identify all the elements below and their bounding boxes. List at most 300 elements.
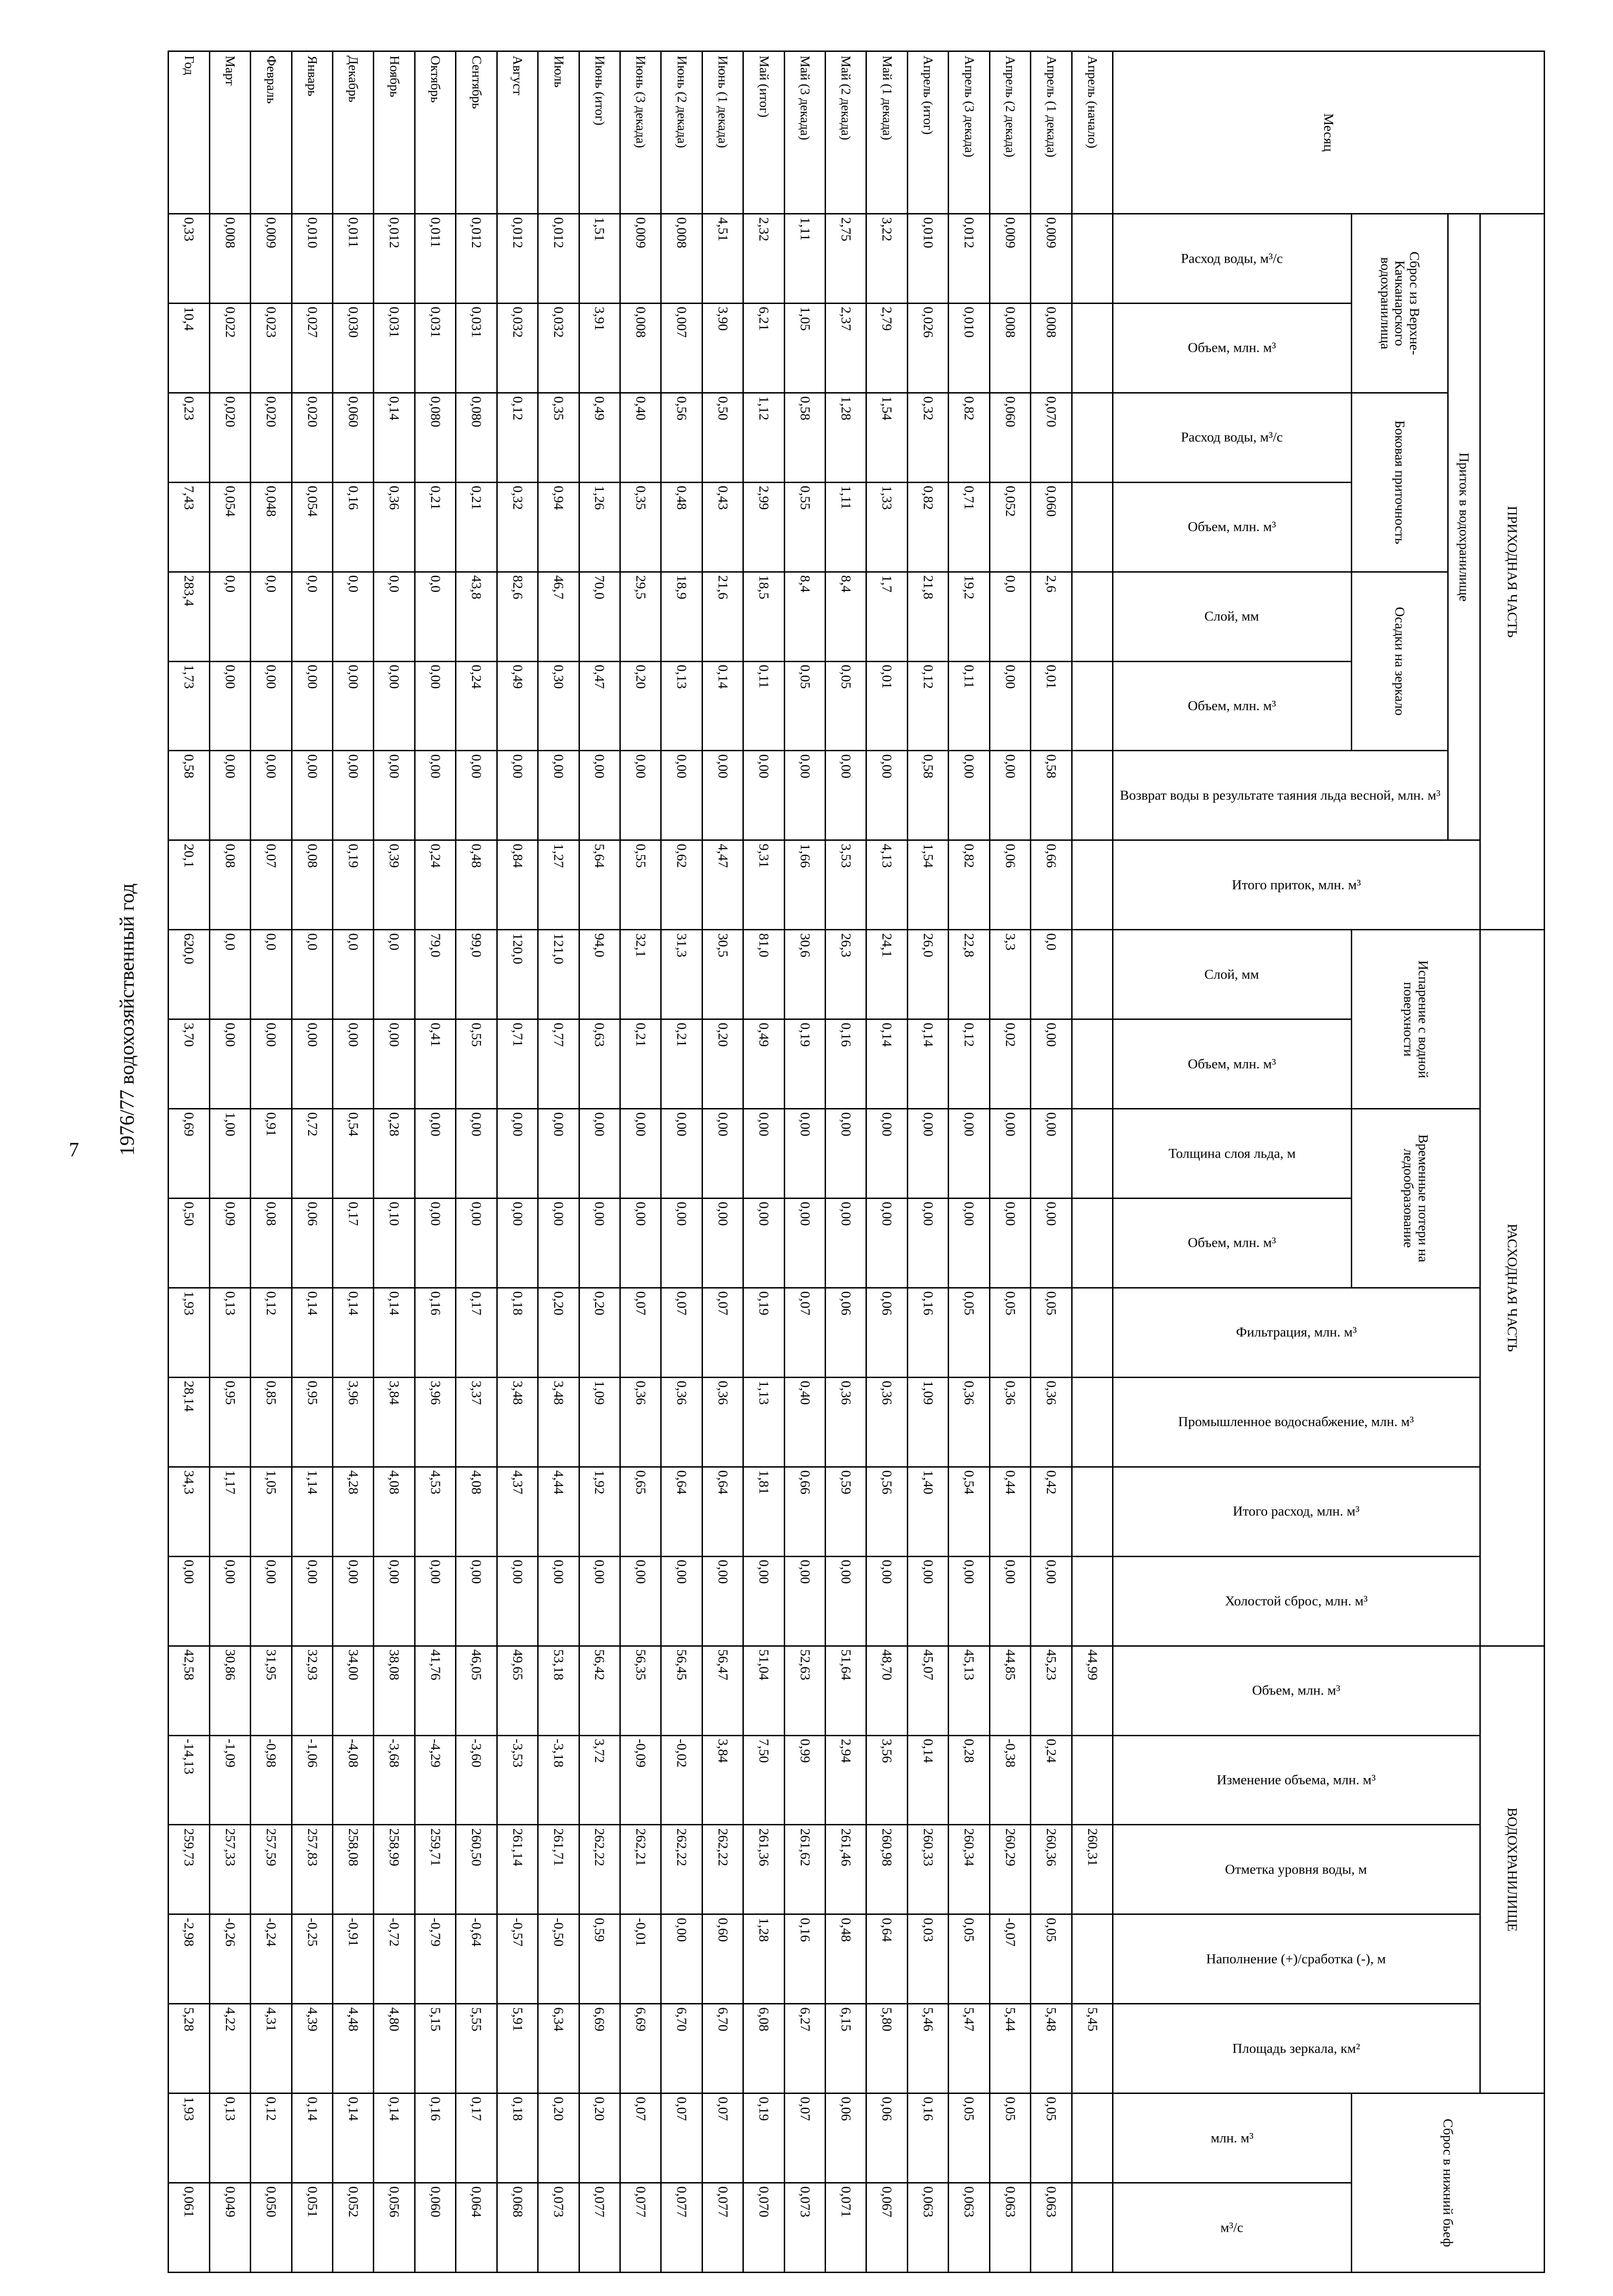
table-cell: 8,4: [826, 572, 866, 661]
table-cell: 0,008: [989, 303, 1030, 393]
table-cell: 0,03: [907, 1914, 948, 2004]
table-cell: 0,009: [251, 214, 292, 304]
table-cell: 0,06: [989, 840, 1030, 930]
table-cell: 0,05: [1031, 1914, 1072, 2004]
table-cell: 0,05: [1031, 1288, 1072, 1377]
table-row: [743, 51, 784, 2273]
table-cell: 0,032: [538, 303, 579, 393]
table-cell: 0,00: [292, 1556, 332, 1646]
table-cell: 0,07: [702, 1288, 743, 1377]
table-cell: -0,07: [989, 1914, 1030, 2004]
table-cell: 0,063: [989, 2183, 1030, 2273]
table-cell: 0,009: [989, 214, 1030, 304]
table-cell: 0,12: [907, 661, 948, 751]
table-cell: 0,60: [702, 1914, 743, 2004]
table-cell: 0,16: [415, 2093, 455, 2183]
table-cell: 0,14: [374, 2093, 415, 2183]
table-cell: 0,02: [989, 1019, 1030, 1109]
col-evap-volume: Объем, млн. м³: [1113, 1019, 1352, 1109]
table-cell: 0,36: [702, 1377, 743, 1467]
table-cell: 5,55: [456, 2004, 497, 2093]
table-cell: 0,00: [1031, 1109, 1072, 1199]
table-row: [989, 51, 1030, 2273]
table-row: [907, 51, 948, 2273]
table-cell: 3,56: [866, 1735, 907, 1825]
table-cell: 0,63: [579, 1019, 620, 1109]
table-cell: 0,66: [784, 1467, 825, 1556]
table-cell: 0,00: [826, 751, 866, 840]
table-cell: 283,4: [169, 572, 210, 661]
table-cell: 53,18: [538, 1646, 579, 1735]
table-cell: 18,9: [661, 572, 702, 661]
table-cell: 30,5: [702, 930, 743, 1019]
table-cell: 0,00: [497, 1198, 538, 1288]
table-cell: 261,62: [784, 1825, 825, 1914]
table-row: [866, 51, 907, 2273]
month-cell: Апрель (итог): [907, 51, 948, 214]
table-cell: 0,18: [497, 2093, 538, 2183]
table-cell: 0,051: [292, 2183, 332, 2273]
table-cell: -0,91: [332, 1914, 373, 2004]
table-cell: 5,48: [1031, 2004, 1072, 2093]
table-cell: 6,08: [743, 2004, 784, 2093]
table-cell: 0,91: [251, 1109, 292, 1199]
table-cell: 0,00: [456, 1198, 497, 1288]
table-cell: 0,19: [332, 840, 373, 930]
table-cell: 0,00: [332, 661, 373, 751]
table-cell: 0,20: [579, 1288, 620, 1377]
table-cell: 0,00: [620, 751, 661, 840]
table-cell: 0,020: [292, 393, 332, 482]
table-cell: 0,40: [620, 393, 661, 482]
table-row: [620, 51, 661, 2273]
table-cell: 0,009: [1031, 214, 1072, 304]
table-cell: 0,0: [332, 572, 373, 661]
table-cell: 0,05: [826, 661, 866, 751]
table-cell: 51,04: [743, 1646, 784, 1735]
table-cell: 0,0: [374, 572, 415, 661]
table-cell: 5,46: [907, 2004, 948, 2093]
table-cell: 0,07: [784, 2093, 825, 2183]
table-cell: 26,3: [826, 930, 866, 1019]
table-cell: 4,44: [538, 1467, 579, 1556]
table-cell: 0,10: [374, 1198, 415, 1288]
table-cell: 6,27: [784, 2004, 825, 2093]
table-cell: 0,012: [497, 214, 538, 304]
table-cell: 262,22: [702, 1825, 743, 1914]
table-cell: 0,14: [292, 1288, 332, 1377]
table-cell: 259,71: [415, 1825, 455, 1914]
table-cell: 0,05: [989, 2093, 1030, 2183]
table-cell: 0,00: [743, 1198, 784, 1288]
table-row: [661, 51, 702, 2273]
table-cell: 0,00: [743, 751, 784, 840]
table-cell: 0,031: [374, 303, 415, 393]
table-cell: 2,79: [866, 303, 907, 393]
table-cell: [1072, 1109, 1113, 1199]
table-cell: 1,51: [579, 214, 620, 304]
table-cell: 9,31: [743, 840, 784, 930]
table-cell: 0,0: [292, 930, 332, 1019]
table-cell: 258,99: [374, 1825, 415, 1914]
table-cell: 0,008: [1031, 303, 1072, 393]
table-cell: 0,54: [332, 1109, 373, 1199]
table-cell: 120,0: [497, 930, 538, 1019]
table-cell: 0,00: [497, 1109, 538, 1199]
table-cell: 0,66: [1031, 840, 1072, 930]
col-downstream-rate: м³/с: [1113, 2183, 1352, 2273]
table-cell: [1072, 1377, 1113, 1467]
table-cell: 0,24: [415, 840, 455, 930]
table-cell: 0,49: [579, 393, 620, 482]
table-cell: 0,00: [661, 1914, 702, 2004]
table-cell: 0,080: [415, 393, 455, 482]
table-cell: 0,050: [251, 2183, 292, 2273]
table-cell: 0,00: [374, 751, 415, 840]
table-cell: 0,00: [989, 661, 1030, 751]
table-cell: 0,00: [661, 1556, 702, 1646]
table-cell: 0,65: [620, 1467, 661, 1556]
table-cell: 0,64: [661, 1467, 702, 1556]
month-cell: Август: [497, 51, 538, 214]
table-cell: 0,073: [784, 2183, 825, 2273]
table-cell: 32,1: [620, 930, 661, 1019]
table-cell: 0,20: [538, 2093, 579, 2183]
table-cell: 0,00: [538, 1198, 579, 1288]
col-industrial-supply: Промышленное водоснабжение, млн. м³: [1113, 1377, 1480, 1467]
month-cell: Апрель (начало): [1072, 51, 1113, 214]
table-cell: 45,13: [949, 1646, 989, 1735]
table-cell: 0,82: [949, 840, 989, 930]
table-cell: 0,0: [989, 572, 1030, 661]
table-cell: 1,28: [826, 393, 866, 482]
table-cell: 0,00: [907, 1198, 948, 1288]
water-balance-table-wrapper: [168, 51, 1545, 2273]
table-cell: 41,76: [415, 1646, 455, 1735]
table-cell: 0,07: [661, 1288, 702, 1377]
table-cell: 3,72: [579, 1735, 620, 1825]
table-cell: 0,00: [866, 1556, 907, 1646]
table-cell: 0,24: [1031, 1735, 1072, 1825]
ice-losses-header: Временные потери на ледообразование: [1352, 1109, 1480, 1288]
table-cell: 1,27: [538, 840, 579, 930]
table-cell: 0,068: [497, 2183, 538, 2273]
table-cell: 0,50: [169, 1198, 210, 1288]
table-cell: 0,00: [415, 1556, 455, 1646]
table-cell: 26,0: [907, 930, 948, 1019]
table-cell: 0,07: [251, 840, 292, 930]
month-cell: Октябрь: [415, 51, 455, 214]
table-cell: 0,070: [743, 2183, 784, 2273]
table-cell: 56,45: [661, 1646, 702, 1735]
table-cell: 0,030: [332, 303, 373, 393]
table-cell: 2,32: [743, 214, 784, 304]
table-row: [497, 51, 538, 2273]
col-idle-release: Холостой сброс, млн. м³: [1113, 1556, 1480, 1646]
table-cell: 0,55: [620, 840, 661, 930]
table-cell: 0,95: [292, 1377, 332, 1467]
table-cell: 4,08: [456, 1467, 497, 1556]
upper-release-header: Сброс из Верхне-Качканарского водохранилища: [1352, 214, 1448, 393]
table-cell: 20,1: [169, 840, 210, 930]
table-cell: 0,12: [949, 1019, 989, 1109]
table-cell: 0,00: [251, 751, 292, 840]
table-cell: 21,8: [907, 572, 948, 661]
table-cell: 70,0: [579, 572, 620, 661]
table-cell: 0,16: [332, 482, 373, 572]
table-cell: 0,36: [989, 1377, 1030, 1467]
table-cell: 0,14: [907, 1019, 948, 1109]
table-cell: 1,28: [743, 1914, 784, 2004]
table-cell: 0,00: [661, 1198, 702, 1288]
month-cell: Сентябрь: [456, 51, 497, 214]
month-cell: Декабрь: [332, 51, 373, 214]
table-cell: 0,00: [784, 1556, 825, 1646]
table-cell: 0,14: [332, 1288, 373, 1377]
table-cell: 0,022: [209, 303, 250, 393]
table-cell: 0,05: [1031, 2093, 1072, 2183]
table-cell: 4,13: [866, 840, 907, 930]
table-cell: 7,43: [169, 482, 210, 572]
table-cell: 56,42: [579, 1646, 620, 1735]
table-cell: 0,056: [374, 2183, 415, 2273]
table-cell: 0,21: [415, 482, 455, 572]
table-cell: 0,077: [620, 2183, 661, 2273]
table-cell: 0,080: [456, 393, 497, 482]
table-cell: 0,05: [989, 1288, 1030, 1377]
table-cell: -0,24: [251, 1914, 292, 2004]
table-cell: 0,00: [209, 661, 250, 751]
table-cell: 0,16: [907, 1288, 948, 1377]
table-cell: 31,3: [661, 930, 702, 1019]
month-cell: Март: [209, 51, 250, 214]
table-cell: 6,34: [538, 2004, 579, 2093]
table-cell: 0,43: [702, 482, 743, 572]
month-cell: Апрель (2 декада): [989, 51, 1030, 214]
table-body: [169, 51, 1113, 2273]
table-cell: 0,13: [209, 2093, 250, 2183]
table-cell: 0,08: [251, 1198, 292, 1288]
table-cell: 0,0: [374, 930, 415, 1019]
col-total-outflow: Итого расход, млн. м³: [1113, 1467, 1480, 1556]
table-cell: 260,33: [907, 1825, 948, 1914]
table-cell: -0,50: [538, 1914, 579, 2004]
table-cell: 0,07: [620, 2093, 661, 2183]
table-cell: 0,50: [702, 393, 743, 482]
table-cell: 0,00: [538, 1556, 579, 1646]
table-cell: 46,05: [456, 1646, 497, 1735]
table-cell: 10,4: [169, 303, 210, 393]
table-cell: 0,00: [784, 751, 825, 840]
col-upper-release-volume: Объем, млн. м³: [1113, 303, 1352, 393]
table-cell: 29,5: [620, 572, 661, 661]
table-cell: 0,72: [292, 1109, 332, 1199]
table-cell: 0,64: [702, 1467, 743, 1556]
table-cell: 1,05: [251, 1467, 292, 1556]
table-cell: 0,071: [826, 2183, 866, 2273]
table-cell: 0,06: [866, 2093, 907, 2183]
table-cell: 0,48: [826, 1914, 866, 2004]
table-cell: 0,0: [415, 572, 455, 661]
table-cell: 260,98: [866, 1825, 907, 1914]
table-cell: 3,53: [826, 840, 866, 930]
month-cell: Ноябрь: [374, 51, 415, 214]
month-cell: Июнь (2 декада): [661, 51, 702, 214]
table-cell: 0,84: [497, 840, 538, 930]
table-cell: [1072, 1735, 1113, 1825]
table-cell: 99,0: [456, 930, 497, 1019]
outflow-section-header: РАСХОДНАЯ ЧАСТЬ: [1480, 930, 1545, 1646]
table-cell: 1,13: [743, 1377, 784, 1467]
table-cell: 0,00: [784, 1109, 825, 1199]
table-cell: 0,01: [866, 661, 907, 751]
table-cell: 0,36: [826, 1377, 866, 1467]
col-total-inflow: Итого приток, млн. м³: [1113, 840, 1480, 930]
table-cell: -0,57: [497, 1914, 538, 2004]
table-cell: 1,17: [209, 1467, 250, 1556]
table-cell: 0,00: [415, 661, 455, 751]
table-cell: -2,98: [169, 1914, 210, 2004]
table-cell: 0,032: [497, 303, 538, 393]
table-cell: 0,00: [579, 1198, 620, 1288]
table-cell: 2,6: [1031, 572, 1072, 661]
table-cell: 0,00: [743, 1556, 784, 1646]
table-cell: -0,01: [620, 1914, 661, 2004]
table-cell: 0,00: [907, 1556, 948, 1646]
table-cell: 0,05: [949, 1914, 989, 2004]
table-cell: 260,34: [949, 1825, 989, 1914]
col-volume-change: Изменение объема, млн. м³: [1113, 1735, 1480, 1825]
table-cell: 0,05: [949, 1288, 989, 1377]
table-cell: 3,84: [374, 1377, 415, 1467]
table-cell: 0,12: [251, 1288, 292, 1377]
table-cell: 0,85: [251, 1377, 292, 1467]
table-cell: 0,00: [620, 1556, 661, 1646]
month-cell: Год: [169, 51, 210, 214]
table-cell: 0,36: [661, 1377, 702, 1467]
table-cell: 1,54: [907, 840, 948, 930]
table-cell: 4,39: [292, 2004, 332, 2093]
table-cell: 257,83: [292, 1825, 332, 1914]
table-cell: 0,30: [538, 661, 579, 751]
table-cell: 0,48: [661, 482, 702, 572]
table-cell: [1072, 1914, 1113, 2004]
month-cell: Май (1 декада): [866, 51, 907, 214]
water-balance-table: [168, 51, 1545, 2273]
table-cell: -1,09: [209, 1735, 250, 1825]
col-surface-area: Площадь зеркала, км²: [1113, 2004, 1480, 2093]
table-cell: -4,29: [415, 1735, 455, 1825]
table-cell: 5,44: [989, 2004, 1030, 2093]
table-cell: 2,99: [743, 482, 784, 572]
table-cell: 0,11: [949, 661, 989, 751]
table-cell: 0,031: [415, 303, 455, 393]
table-cell: 4,22: [209, 2004, 250, 2093]
table-cell: 5,91: [497, 2004, 538, 2093]
table-cell: 259,73: [169, 1825, 210, 1914]
table-cell: 0,00: [620, 1109, 661, 1199]
table-cell: 1,11: [784, 214, 825, 304]
table-cell: 46,7: [538, 572, 579, 661]
table-cell: 4,80: [374, 2004, 415, 2093]
table-cell: 0,08: [209, 840, 250, 930]
table-cell: 257,33: [209, 1825, 250, 1914]
table-cell: 0,00: [579, 1556, 620, 1646]
table-cell: -4,08: [332, 1735, 373, 1825]
table-cell: 0,012: [949, 214, 989, 304]
table-cell: [1072, 840, 1113, 930]
table-row: [1072, 51, 1113, 2273]
table-cell: 45,07: [907, 1646, 948, 1735]
table-cell: 7,50: [743, 1735, 784, 1825]
table-cell: 0,054: [209, 482, 250, 572]
table-cell: 0,00: [620, 1198, 661, 1288]
table-cell: 3,90: [702, 303, 743, 393]
table-cell: 1,73: [169, 661, 210, 751]
table-cell: 0,060: [989, 393, 1030, 482]
table-cell: 1,81: [743, 1467, 784, 1556]
table-cell: 260,50: [456, 1825, 497, 1914]
table-cell: 0,82: [949, 393, 989, 482]
table-cell: 0,00: [702, 1198, 743, 1288]
table-cell: [1072, 1467, 1113, 1556]
table-row: [784, 51, 825, 2273]
table-row: [169, 51, 210, 2273]
table-row: [579, 51, 620, 2273]
table-cell: 3,96: [332, 1377, 373, 1467]
table-cell: 0,00: [169, 1556, 210, 1646]
table-cell: 0,14: [866, 1019, 907, 1109]
table-cell: 0,71: [497, 1019, 538, 1109]
table-cell: 0,00: [579, 1109, 620, 1199]
table-cell: -0,79: [415, 1914, 455, 2004]
inflow-section-header: ПРИХОДНАЯ ЧАСТЬ: [1480, 214, 1545, 930]
table-cell: 0,49: [497, 661, 538, 751]
table-cell: [1072, 751, 1113, 840]
table-cell: [1072, 572, 1113, 661]
table-cell: 0,28: [949, 1735, 989, 1825]
table-cell: 3,84: [702, 1735, 743, 1825]
table-cell: 2,75: [826, 214, 866, 304]
table-cell: 0,00: [374, 1556, 415, 1646]
table-cell: 0,00: [209, 1556, 250, 1646]
table-cell: 0,19: [743, 1288, 784, 1377]
table-cell: 0,55: [784, 482, 825, 572]
table-cell: 0,06: [826, 1288, 866, 1377]
table-cell: 0,36: [949, 1377, 989, 1467]
table-cell: 260,31: [1072, 1825, 1113, 1914]
table-cell: 0,00: [415, 1198, 455, 1288]
table-cell: 3,37: [456, 1377, 497, 1467]
table-cell: 0,077: [702, 2183, 743, 2273]
table-cell: 1,09: [579, 1377, 620, 1467]
table-cell: 56,47: [702, 1646, 743, 1735]
table-cell: 0,0: [292, 572, 332, 661]
table-cell: 0,20: [620, 661, 661, 751]
table-cell: 0,00: [989, 1556, 1030, 1646]
table-cell: 0,09: [209, 1198, 250, 1288]
table-cell: 42,58: [169, 1646, 210, 1735]
table-cell: 1,66: [784, 840, 825, 930]
table-cell: 0,07: [661, 2093, 702, 2183]
table-cell: 0,00: [866, 1109, 907, 1199]
table-cell: 0,070: [1031, 393, 1072, 482]
table-cell: 52,63: [784, 1646, 825, 1735]
table-cell: 0,0: [209, 930, 250, 1019]
table-cell: [1072, 930, 1113, 1019]
table-cell: 0,56: [866, 1467, 907, 1556]
table-cell: -3,60: [456, 1735, 497, 1825]
